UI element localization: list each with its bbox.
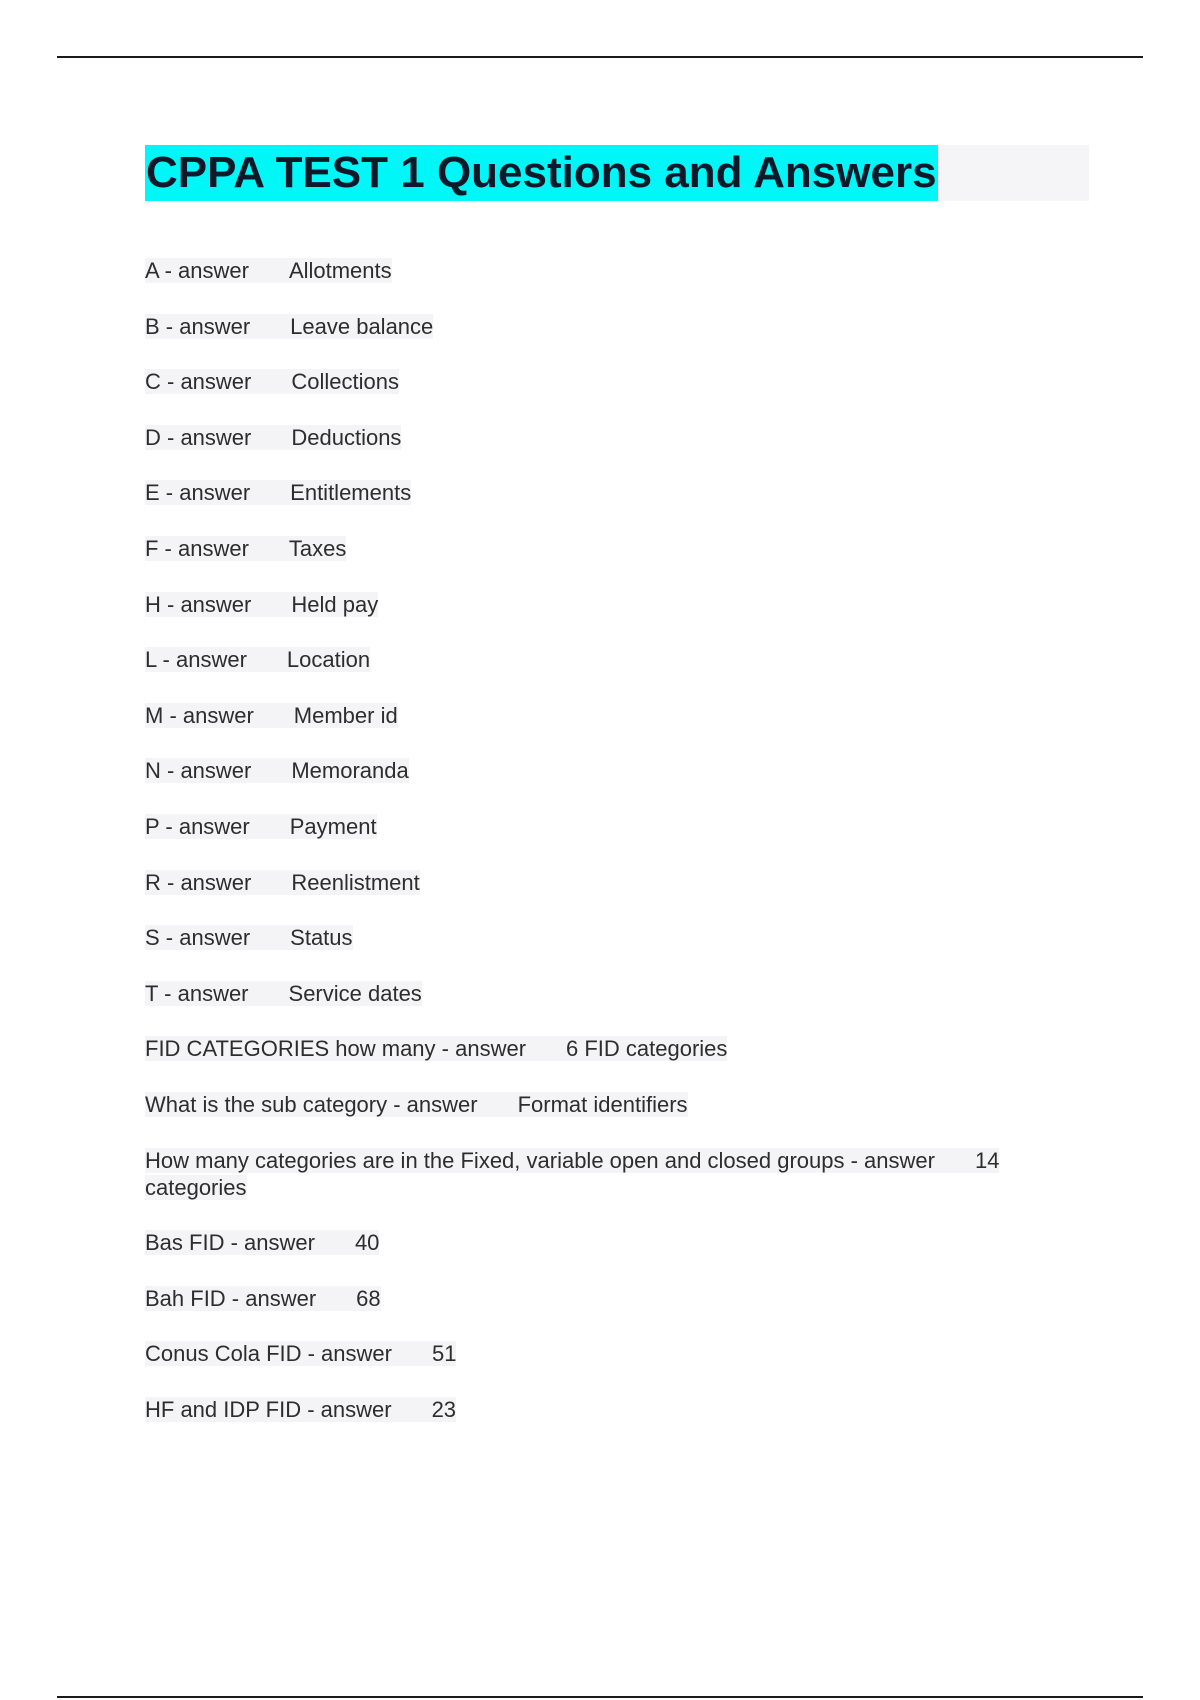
- title-bar: [145, 145, 1089, 201]
- qa-item: [145, 1147, 1085, 1201]
- qa-question: Bah FID - answer: [145, 1286, 317, 1311]
- qa-item: [145, 535, 1085, 562]
- qa-item: [145, 1285, 1085, 1312]
- qa-answer: Payment: [289, 814, 377, 839]
- qa-item: [145, 257, 1085, 284]
- qa-item: [145, 1091, 1085, 1118]
- qa-item: [145, 757, 1085, 784]
- qa-item: [145, 702, 1085, 729]
- qa-answer: 23: [431, 1397, 457, 1422]
- qa-answer: Held pay: [291, 592, 379, 617]
- qa-item: [145, 924, 1085, 951]
- qa-answer: 6 FID categories: [566, 1036, 728, 1061]
- qa-item: [145, 424, 1085, 451]
- qa-item: [145, 1229, 1085, 1256]
- qa-item: [145, 646, 1085, 673]
- qa-answer: 40: [354, 1230, 380, 1255]
- qa-question: T - answer: [145, 981, 249, 1006]
- qa-question: R - answer: [145, 870, 252, 895]
- qa-answer: Collections: [291, 369, 399, 394]
- qa-answer: Service dates: [288, 981, 422, 1006]
- qa-question: C - answer: [145, 369, 252, 394]
- qa-question: FID CATEGORIES how many - answer: [145, 1036, 527, 1061]
- qa-item: [145, 1035, 1085, 1062]
- qa-item: [145, 980, 1085, 1007]
- qa-answer: Allotments: [288, 258, 392, 283]
- qa-question: N - answer: [145, 758, 252, 783]
- qa-answer: Taxes: [288, 536, 347, 561]
- qa-question: How many categories are in the Fixed, variable open and closed groups - answer: [145, 1148, 935, 1173]
- qa-answer: Member id: [293, 703, 398, 728]
- qa-question: H - answer: [145, 592, 252, 617]
- qa-item: [145, 313, 1085, 340]
- qa-answer: Reenlistment: [291, 870, 420, 895]
- qa-question: HF and IDP FID - answer: [145, 1397, 392, 1422]
- qa-question: Bas FID - answer: [145, 1230, 315, 1255]
- qa-item: [145, 479, 1085, 506]
- qa-question: What is the sub category - answer: [145, 1092, 478, 1117]
- qa-item: [145, 1396, 1085, 1423]
- qa-answer: 68: [356, 1286, 381, 1311]
- qa-answer: Entitlements: [290, 480, 412, 505]
- qa-question: M - answer: [145, 703, 254, 728]
- qa-question: F - answer: [145, 536, 249, 561]
- qa-question: A - answer: [145, 258, 249, 283]
- qa-item: [145, 813, 1085, 840]
- qa-answer: Format identifiers: [517, 1092, 688, 1117]
- top-rule: [57, 56, 1143, 58]
- qa-question: D - answer: [145, 425, 252, 450]
- qa-question: E - answer: [145, 480, 251, 505]
- qa-answer: Status: [290, 925, 353, 950]
- qa-question: L - answer: [145, 647, 247, 672]
- qa-item: [145, 1340, 1085, 1367]
- qa-item: [145, 368, 1085, 395]
- page-title: CPPA TEST 1 Questions and Answers: [145, 145, 938, 201]
- qa-answer: 14 categories: [145, 1148, 1000, 1200]
- qa-question: S - answer: [145, 925, 251, 950]
- qa-answer: Leave balance: [290, 314, 434, 339]
- qa-answer: Memoranda: [291, 758, 409, 783]
- qa-answer: Location: [286, 647, 371, 672]
- qa-answer: Deductions: [291, 425, 402, 450]
- bottom-rule: [57, 1696, 1143, 1698]
- qa-item: [145, 591, 1085, 618]
- qa-question: Conus Cola FID - answer: [145, 1341, 392, 1366]
- qa-item: [145, 869, 1085, 896]
- qa-question: P - answer: [145, 814, 250, 839]
- qa-question: B - answer: [145, 314, 251, 339]
- qa-answer: 51: [431, 1341, 457, 1366]
